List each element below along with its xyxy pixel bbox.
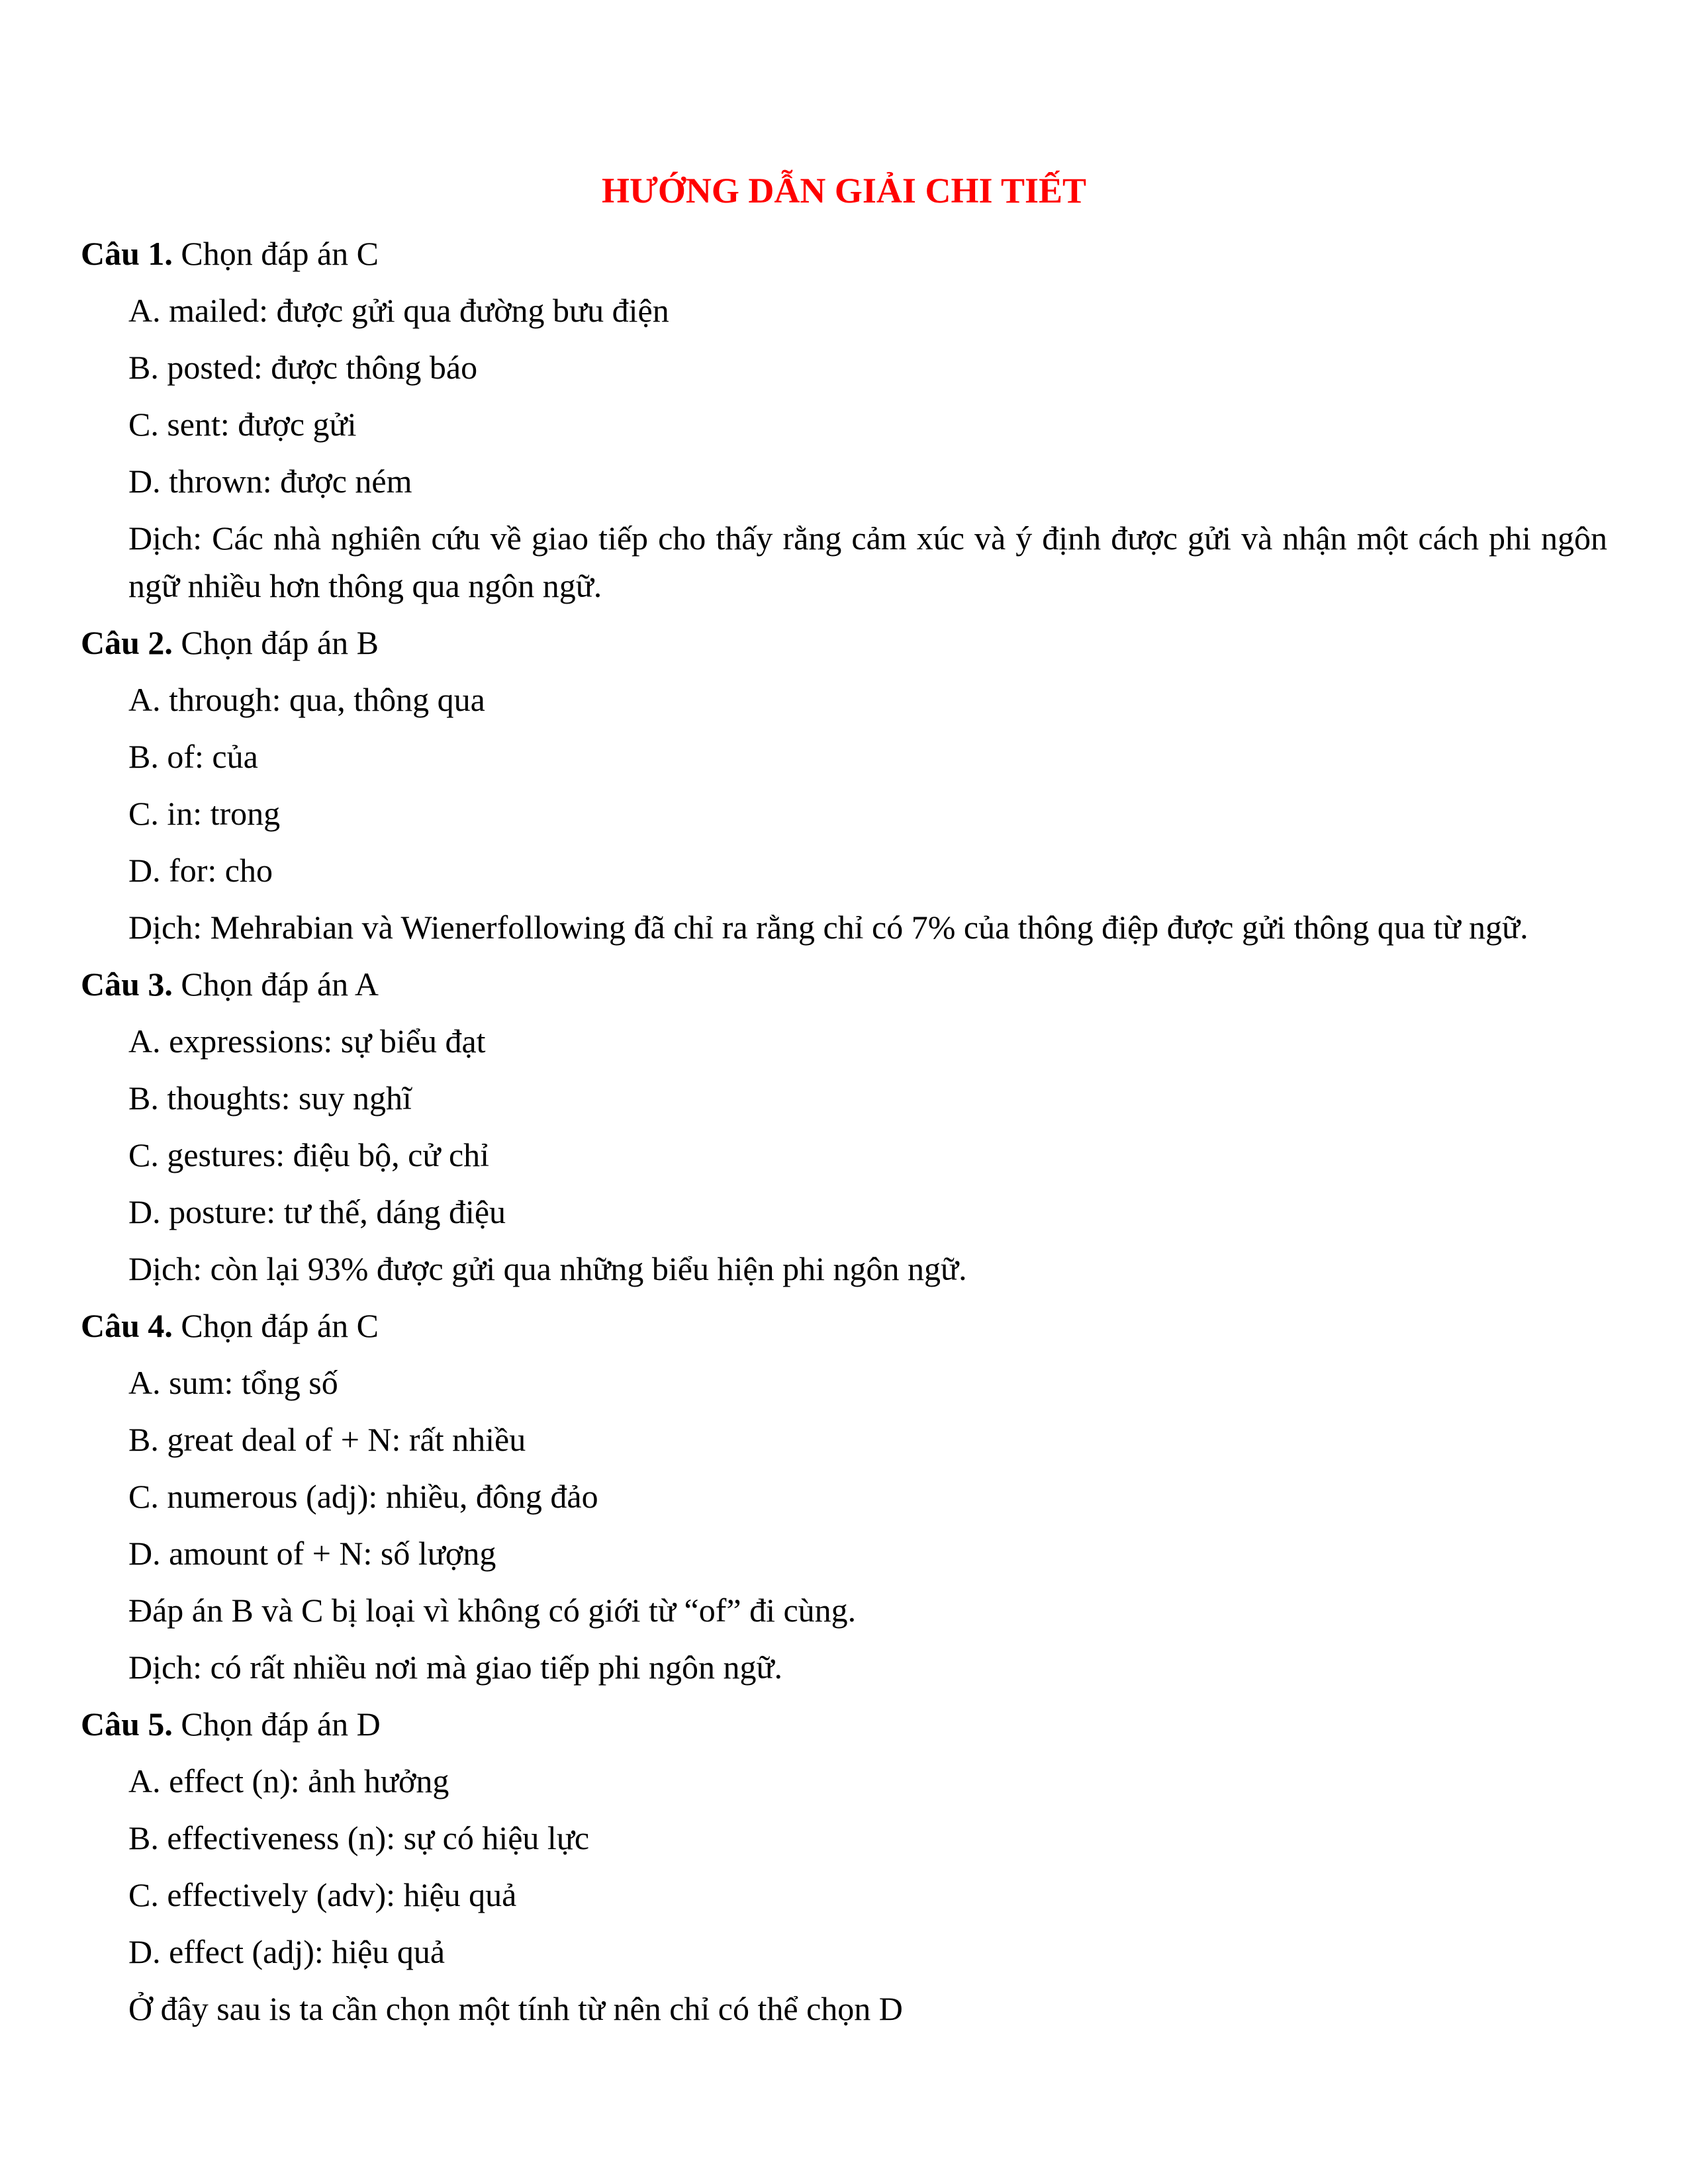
question-answer: Chọn đáp án C	[172, 1307, 379, 1344]
question-number: Câu 1.	[81, 235, 173, 272]
question-heading	[81, 1696, 1607, 1752]
translation-note: Dịch: Các nhà nghiên cứu về giao tiếp cho thấy rằng cảm xúc và ý định được gửi và nhận một cách phi ngôn ngữ nhiều hơn thông qua ngôn ngữ.	[128, 520, 1607, 604]
question-heading	[81, 956, 1607, 1013]
option-line: B. of: của	[128, 738, 258, 775]
page-title: HƯỚNG DẪN GIẢI CHI TIẾT	[601, 171, 1087, 210]
option-line: A. through: qua, thông qua	[128, 681, 485, 718]
question-answer: Chọn đáp án A	[172, 966, 379, 1003]
question-heading	[81, 1297, 1607, 1354]
translation-note: Dịch: còn lại 93% được gửi qua những biểu hiện phi ngôn ngữ.	[128, 1250, 967, 1287]
option-line: A. sum: tổng số	[128, 1364, 338, 1401]
option-line: C. in: trong	[128, 795, 281, 832]
option-line: B. thoughts: suy nghĩ	[128, 1079, 412, 1116]
option-line: C. gestures: điệu bộ, cử chỉ	[128, 1136, 490, 1173]
question-block	[81, 956, 1607, 1297]
question-heading	[81, 225, 1607, 282]
option-line: D. thrown: được ném	[128, 463, 412, 500]
translation-note: Dịch: có rất nhiều nơi mà giao tiếp phi ngôn ngữ.	[128, 1649, 783, 1686]
option-line: C. numerous (adj): nhiều, đông đảo	[128, 1478, 598, 1515]
question-answer: Chọn đáp án C	[172, 235, 379, 272]
question-number: Câu 4.	[81, 1307, 173, 1344]
option-line: D. for: cho	[128, 852, 273, 889]
option-line: C. effectively (adv): hiệu quả	[128, 1876, 517, 1913]
explanation-note: Ở đây sau is ta cần chọn một tính từ nên chỉ có thể chọn D	[128, 1990, 903, 2027]
question-number: Câu 2.	[81, 624, 173, 661]
option-line: D. effect (adj): hiệu quả	[128, 1933, 445, 1970]
option-line: B. great deal of + N: rất nhiều	[128, 1421, 526, 1458]
option-line: C. sent: được gửi	[128, 406, 357, 443]
question-answer: Chọn đáp án B	[172, 624, 379, 661]
translation-note: Dịch: Mehrabian và Wienerfollowing đã chỉ ra rằng chỉ có 7% của thông điệp được gửi thông qua từ ngữ.	[128, 909, 1528, 946]
option-line: D. amount of + N: số lượng	[128, 1535, 496, 1572]
option-line: B. effectiveness (n): sự có hiệu lực	[128, 1819, 590, 1856]
explanation-note: Đáp án B và C bị loại vì không có giới từ “of” đi cùng.	[128, 1592, 857, 1629]
question-block	[81, 614, 1607, 956]
option-line: A. expressions: sự biểu đạt	[128, 1023, 486, 1060]
question-heading	[81, 614, 1607, 671]
question-block	[81, 1696, 1607, 2037]
option-line: A. effect (n): ảnh hưởng	[128, 1762, 449, 1799]
answer-content	[81, 225, 1607, 2037]
question-block	[81, 225, 1607, 614]
question-number: Câu 5.	[81, 1706, 173, 1743]
option-line: A. mailed: được gửi qua đường bưu điện	[128, 292, 669, 329]
question-answer: Chọn đáp án D	[172, 1706, 381, 1743]
question-block	[81, 1297, 1607, 1696]
option-line: B. posted: được thông báo	[128, 349, 478, 386]
option-line: D. posture: tư thế, dáng điệu	[128, 1193, 506, 1230]
question-number: Câu 3.	[81, 966, 173, 1003]
